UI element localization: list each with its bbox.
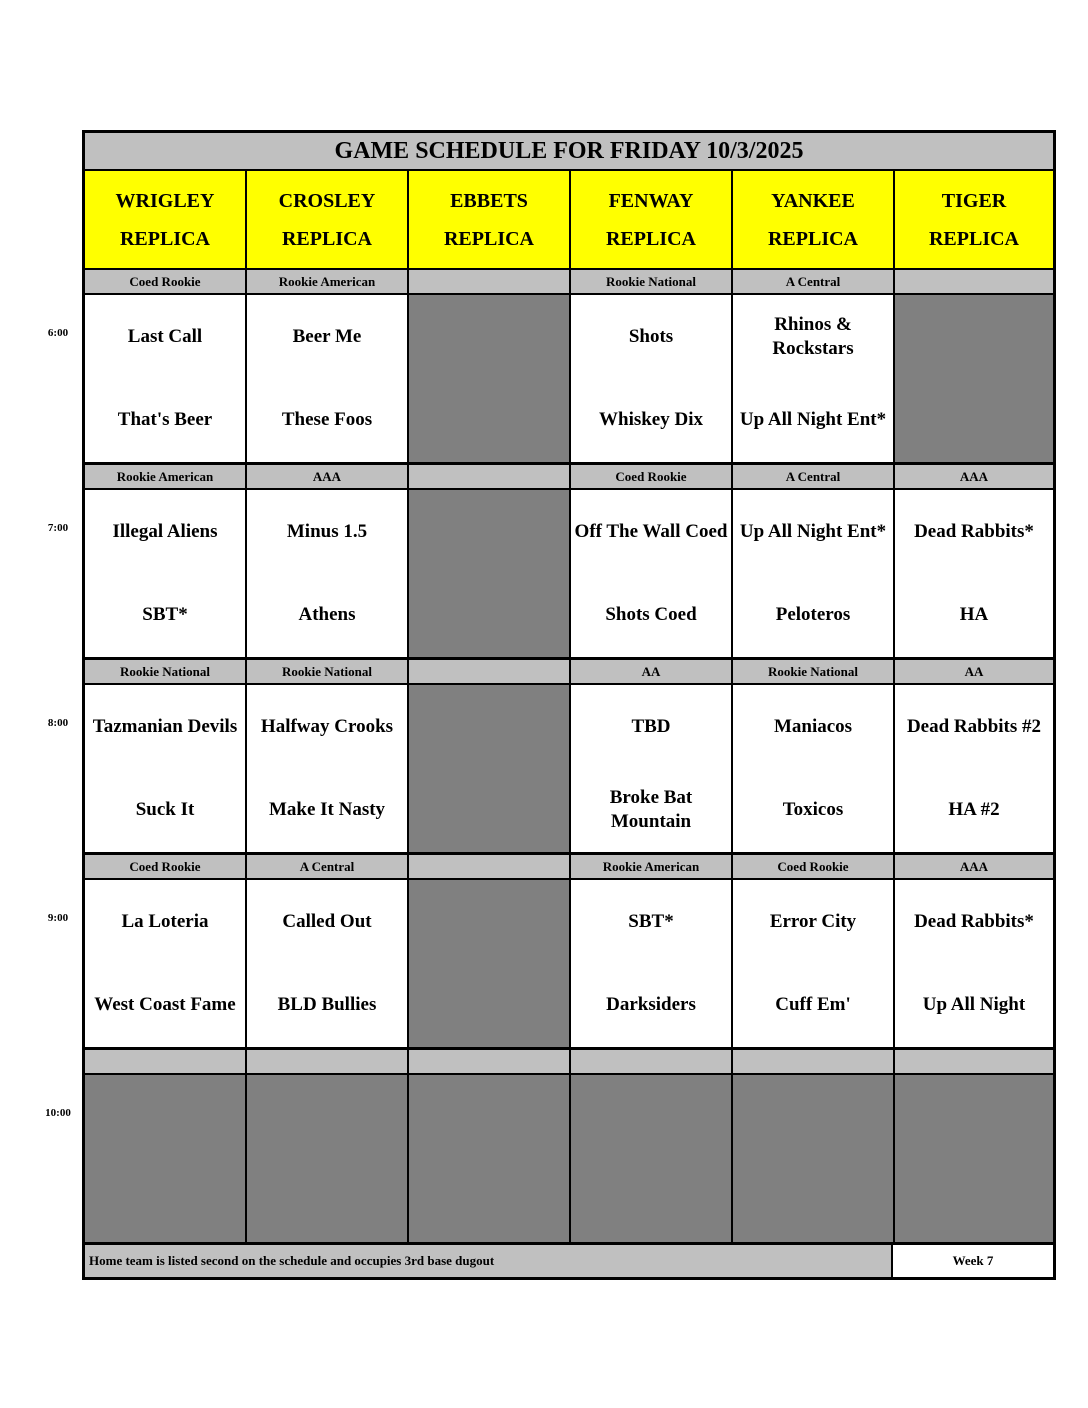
division-label	[85, 1050, 247, 1075]
matchup-cell	[895, 685, 1053, 855]
closed-cell	[571, 1075, 733, 1245]
matchup-cell	[571, 295, 733, 465]
home-team: West Coast Fame	[94, 994, 236, 1016]
matchup-cell	[247, 880, 409, 1050]
home-team: Toxicos	[782, 799, 844, 821]
field-subtitle: REPLICA	[443, 227, 534, 250]
home-team: Make It Nasty	[268, 799, 386, 821]
schedule-table	[82, 130, 1056, 1280]
away-team: Dead Rabbits*	[914, 520, 1034, 542]
field-header-tiger	[895, 171, 1053, 270]
away-team: SBT*	[628, 910, 674, 932]
division-row	[85, 465, 1053, 490]
closed-cell	[895, 295, 1053, 465]
division-label	[409, 855, 571, 880]
field-subtitle: REPLICA	[928, 227, 1019, 250]
division-label: Rookie National	[733, 660, 895, 685]
home-team: Peloteros	[775, 604, 851, 626]
away-team: Maniacos	[773, 715, 853, 737]
closed-cell	[733, 1075, 895, 1245]
away-team: Up All Night Ent*	[739, 520, 887, 542]
away-team: Error City	[769, 910, 857, 932]
division-label: AAA	[895, 465, 1053, 490]
division-label: A Central	[733, 270, 895, 295]
closed-cell	[247, 1075, 409, 1245]
matchup-cell	[733, 295, 895, 465]
field-name: YANKEE	[771, 189, 855, 212]
footer-row	[85, 1245, 1053, 1277]
field-header-yankee	[733, 171, 895, 270]
division-label: Coed Rookie	[85, 270, 247, 295]
away-team: Shots	[628, 325, 674, 347]
field-name: WRIGLEY	[115, 189, 215, 212]
field-name: CROSLEY	[278, 189, 376, 212]
field-name: EBBETS	[450, 189, 528, 212]
home-team: HA	[959, 604, 989, 626]
division-label: Coed Rookie	[571, 465, 733, 490]
matchup-cell	[571, 880, 733, 1050]
division-label: Coed Rookie	[85, 855, 247, 880]
home-team: HA #2	[948, 799, 1000, 821]
away-team: Last Call	[127, 325, 203, 347]
division-label	[409, 660, 571, 685]
field-subtitle: REPLICA	[119, 227, 210, 250]
games-row	[85, 685, 1053, 855]
matchup-cell	[733, 685, 895, 855]
field-header-crosley	[247, 171, 409, 270]
home-team: Darksiders	[606, 994, 696, 1016]
home-team: Cuff Em'	[775, 994, 851, 1016]
away-team: Called Out	[282, 910, 372, 932]
home-team: Whiskey Dix	[599, 409, 703, 431]
time-slots	[85, 270, 1053, 1245]
closed-cell	[895, 1075, 1053, 1245]
home-team: Up All Night Ent*	[739, 409, 887, 431]
matchup-cell	[733, 880, 895, 1050]
home-team: Suck It	[135, 799, 195, 821]
away-team: TBD	[631, 715, 671, 737]
matchup-cell	[733, 490, 895, 660]
home-team: Up All Night	[922, 994, 1026, 1016]
matchup-cell	[247, 490, 409, 660]
division-label: Coed Rookie	[733, 855, 895, 880]
closed-cell	[409, 880, 571, 1050]
games-row	[85, 490, 1053, 660]
division-row	[85, 855, 1053, 880]
division-label: Rookie National	[571, 270, 733, 295]
time-label: 9:00	[47, 912, 69, 924]
division-label: A Central	[733, 465, 895, 490]
matchup-cell	[571, 685, 733, 855]
matchup-cell	[85, 490, 247, 660]
division-label: Rookie American	[85, 465, 247, 490]
away-team: Tazmanian Devils	[92, 715, 238, 737]
field-subtitle: REPLICA	[767, 227, 858, 250]
away-team: Dead Rabbits*	[914, 910, 1034, 932]
division-label: A Central	[247, 855, 409, 880]
matchup-cell	[85, 295, 247, 465]
field-subtitle: REPLICA	[281, 227, 372, 250]
field-header-row	[85, 171, 1053, 270]
away-team: Halfway Crooks	[260, 715, 394, 737]
division-label: Rookie American	[247, 270, 409, 295]
division-label: AA	[571, 660, 733, 685]
division-label	[409, 270, 571, 295]
matchup-cell	[571, 490, 733, 660]
time-label: 8:00	[47, 717, 69, 729]
field-header-wrigley	[85, 171, 247, 270]
closed-cell	[409, 295, 571, 465]
division-label	[409, 465, 571, 490]
home-team: Broke Bat Mountain	[609, 787, 693, 833]
schedule-title: GAME SCHEDULE FOR FRIDAY 10/3/2025	[85, 133, 1053, 171]
division-label: Rookie American	[571, 855, 733, 880]
division-label	[571, 1050, 733, 1075]
division-row	[85, 270, 1053, 295]
matchup-cell	[247, 685, 409, 855]
away-team: Off The Wall Coed	[574, 520, 728, 542]
closed-cell	[409, 1075, 571, 1245]
time-label: 7:00	[47, 522, 69, 534]
division-label	[733, 1050, 895, 1075]
division-row	[85, 660, 1053, 685]
closed-cell	[409, 685, 571, 855]
division-label: AA	[895, 660, 1053, 685]
division-label: AAA	[247, 465, 409, 490]
away-team: Minus 1.5	[286, 520, 368, 542]
home-team: Athens	[298, 604, 356, 626]
matchup-cell	[85, 685, 247, 855]
closed-cell	[409, 490, 571, 660]
games-row	[85, 1075, 1053, 1245]
field-subtitle: REPLICA	[605, 227, 696, 250]
home-team: That's Beer	[117, 409, 213, 431]
division-label	[895, 270, 1053, 295]
field-header-fenway	[571, 171, 733, 270]
matchup-cell	[247, 295, 409, 465]
home-team: These Foos	[281, 409, 373, 431]
home-team: Shots Coed	[605, 604, 697, 626]
field-name: FENWAY	[608, 189, 694, 212]
away-team: Rhinos & Rockstars	[772, 313, 854, 359]
away-team: La Loteria	[121, 910, 209, 932]
division-row	[85, 1050, 1053, 1075]
home-team-note: Home team is listed second on the schedule and occupies 3rd base dugout	[85, 1245, 893, 1277]
away-team: Beer Me	[292, 325, 362, 347]
week-label: Week 7	[893, 1245, 1053, 1277]
closed-cell	[85, 1075, 247, 1245]
home-team: BLD Bullies	[277, 994, 377, 1016]
division-label: Rookie National	[247, 660, 409, 685]
division-label	[247, 1050, 409, 1075]
field-header-ebbets	[409, 171, 571, 270]
division-label: Rookie National	[85, 660, 247, 685]
time-label: 6:00	[47, 327, 69, 339]
games-row	[85, 880, 1053, 1050]
games-row	[85, 295, 1053, 465]
time-label: 10:00	[45, 1107, 71, 1119]
away-team: Dead Rabbits #2	[906, 715, 1042, 737]
division-label	[895, 1050, 1053, 1075]
matchup-cell	[895, 490, 1053, 660]
matchup-cell	[85, 880, 247, 1050]
away-team: Illegal Aliens	[112, 520, 218, 542]
home-team: SBT*	[142, 604, 188, 626]
matchup-cell	[895, 880, 1053, 1050]
division-label: AAA	[895, 855, 1053, 880]
division-label	[409, 1050, 571, 1075]
field-name: TIGER	[941, 189, 1007, 212]
